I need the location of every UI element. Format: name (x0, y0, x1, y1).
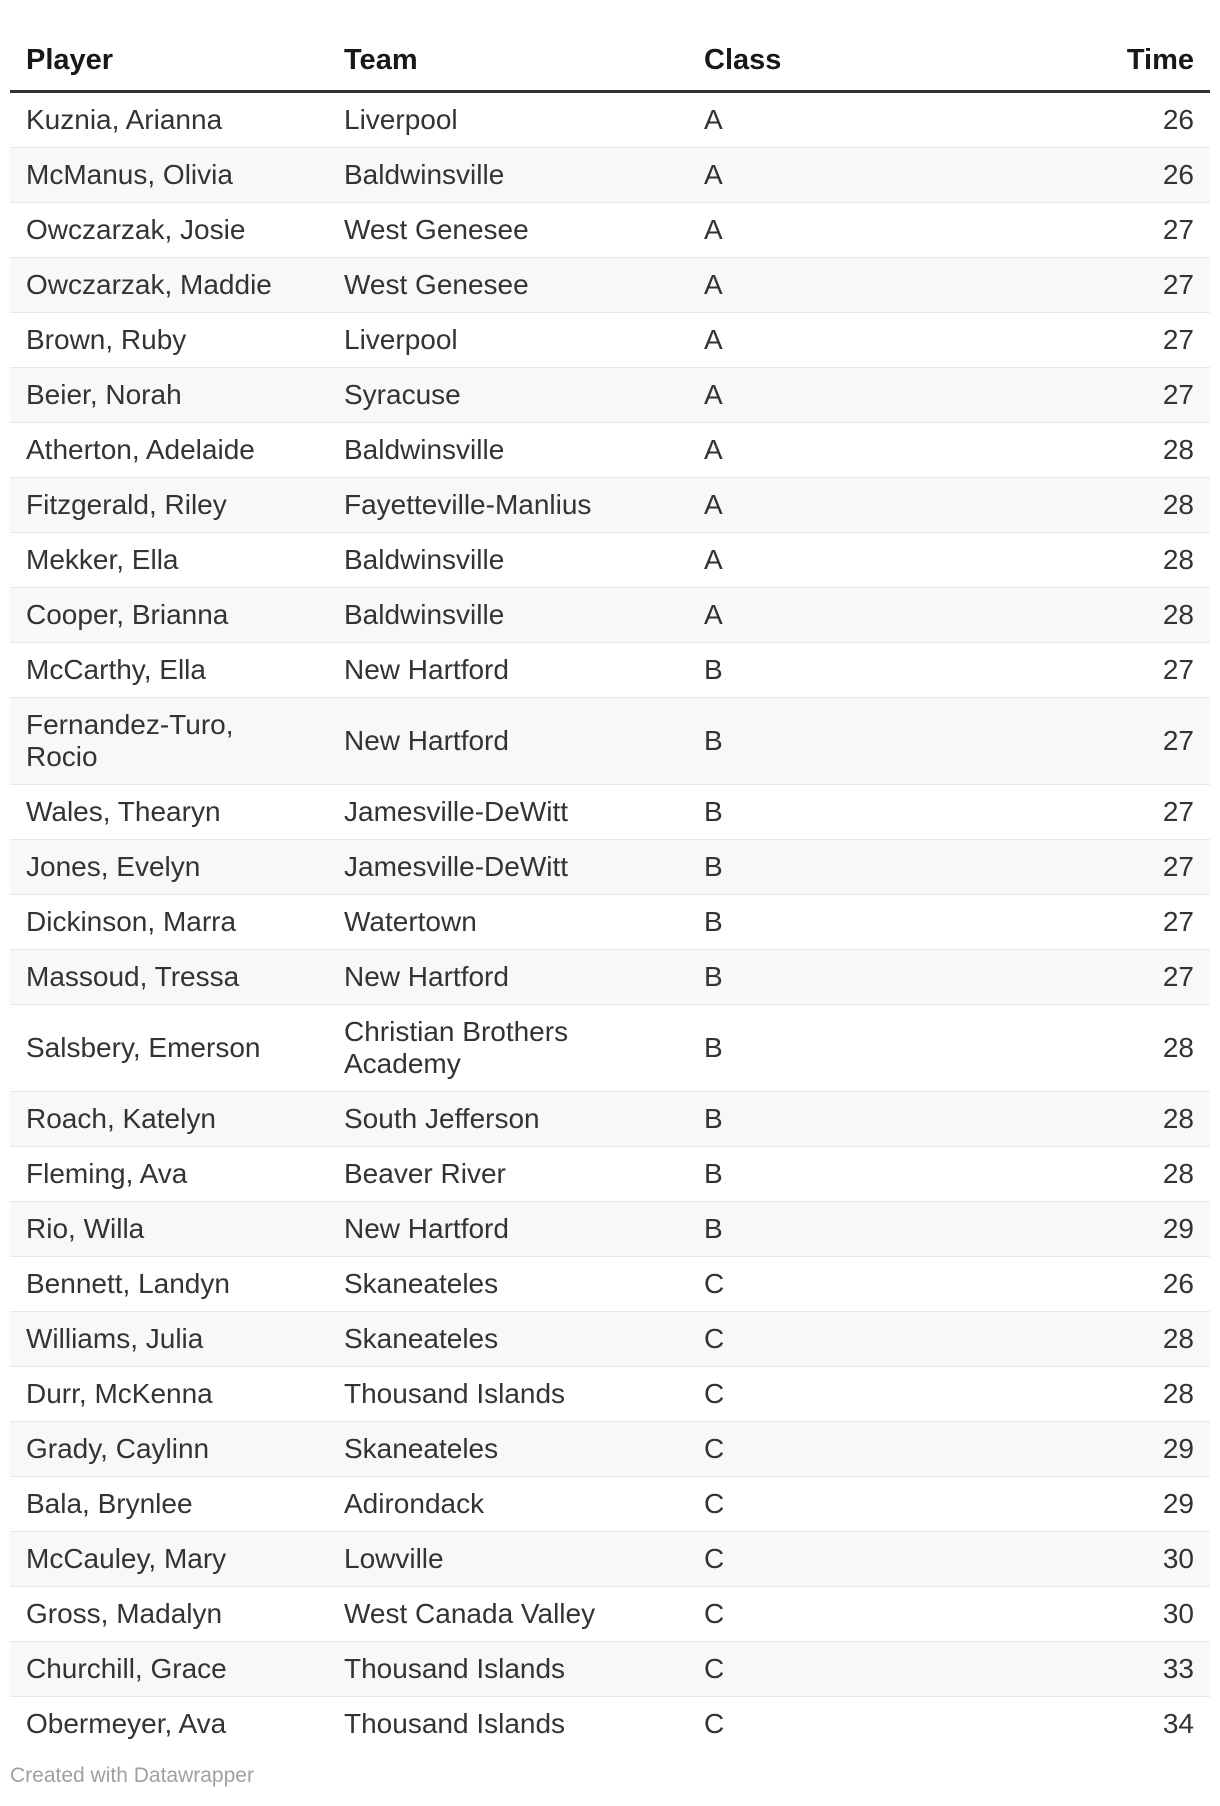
cell-class: C (688, 1532, 1048, 1587)
cell-player: Bennett, Landyn (10, 1257, 328, 1312)
cell-time: 29 (1048, 1422, 1210, 1477)
cell-class: B (688, 698, 1048, 785)
column-header-team[interactable]: Team (328, 16, 688, 92)
table-row (10, 1587, 1210, 1642)
cell-player: Jones, Evelyn (10, 840, 328, 895)
table-row (10, 1367, 1210, 1422)
cell-class: B (688, 1202, 1048, 1257)
cell-class: A (688, 423, 1048, 478)
cell-player: Owczarzak, Maddie (10, 258, 328, 313)
results-table (10, 16, 1210, 1751)
cell-class: C (688, 1642, 1048, 1697)
cell-player: Kuznia, Arianna (10, 92, 328, 148)
cell-player: McManus, Olivia (10, 148, 328, 203)
cell-class: C (688, 1422, 1048, 1477)
cell-time: 27 (1048, 785, 1210, 840)
table-row (10, 643, 1210, 698)
table-row (10, 1005, 1210, 1092)
cell-time: 26 (1048, 148, 1210, 203)
cell-team: Christian Brothers Academy (328, 1005, 688, 1092)
cell-team: South Jefferson (328, 1092, 688, 1147)
cell-player: Massoud, Tressa (10, 950, 328, 1005)
cell-player: Fernandez-Turo, Rocio (10, 698, 328, 785)
cell-time: 26 (1048, 92, 1210, 148)
cell-player: Churchill, Grace (10, 1642, 328, 1697)
cell-team: New Hartford (328, 643, 688, 698)
cell-time: 27 (1048, 950, 1210, 1005)
cell-player: Bala, Brynlee (10, 1477, 328, 1532)
cell-team: Skaneateles (328, 1422, 688, 1477)
cell-player: Durr, McKenna (10, 1367, 328, 1422)
cell-player: Brown, Ruby (10, 313, 328, 368)
cell-team: Baldwinsville (328, 588, 688, 643)
table-row (10, 1697, 1210, 1752)
table-row (10, 423, 1210, 478)
column-header-player[interactable]: Player (10, 16, 328, 92)
cell-class: A (688, 313, 1048, 368)
cell-player: McCauley, Mary (10, 1532, 328, 1587)
cell-time: 30 (1048, 1587, 1210, 1642)
table-body (10, 92, 1210, 1752)
cell-class: C (688, 1477, 1048, 1532)
cell-player: Roach, Katelyn (10, 1092, 328, 1147)
cell-class: A (688, 92, 1048, 148)
cell-class: B (688, 1005, 1048, 1092)
cell-team: Adirondack (328, 1477, 688, 1532)
cell-player: McCarthy, Ella (10, 643, 328, 698)
cell-team: Watertown (328, 895, 688, 950)
cell-class: B (688, 1092, 1048, 1147)
cell-time: 26 (1048, 1257, 1210, 1312)
cell-time: 28 (1048, 423, 1210, 478)
cell-team: West Genesee (328, 203, 688, 258)
cell-team: Lowville (328, 1532, 688, 1587)
cell-time: 34 (1162, 1708, 1194, 1739)
cell-player: Owczarzak, Josie (10, 203, 328, 258)
table-row (10, 1202, 1210, 1257)
cell-class: C (688, 1257, 1048, 1312)
table-row (10, 698, 1210, 785)
cell-class: C (688, 1367, 1048, 1422)
cell-time: 28 (1048, 1367, 1210, 1422)
table-row (10, 1477, 1210, 1532)
cell-player: Atherton, Adelaide (10, 423, 328, 478)
cell-player: Mekker, Ella (10, 533, 328, 588)
cell-team: Beaver River (328, 1147, 688, 1202)
cell-player: Fitzgerald, Riley (10, 478, 328, 533)
cell-time: 28 (1048, 1092, 1210, 1147)
table-row (10, 368, 1210, 423)
cell-time: 33 (1048, 1642, 1210, 1697)
cell-time: 29 (1048, 1477, 1210, 1532)
header-row (10, 16, 1210, 92)
table-row (10, 92, 1210, 148)
footer-credit: Created with Datawrapper (10, 1764, 254, 1787)
cell-team: Baldwinsville (328, 533, 688, 588)
cell-team: West Genesee (328, 258, 688, 313)
cell-team: New Hartford (328, 1202, 688, 1257)
cell-team: Liverpool (328, 313, 688, 368)
cell-time: 27 (1048, 203, 1210, 258)
cell-team: New Hartford (328, 698, 688, 785)
table-row (10, 478, 1210, 533)
table-row (10, 148, 1210, 203)
table-row (10, 313, 1210, 368)
cell-team: Thousand Islands (328, 1367, 688, 1422)
cell-player: Fleming, Ava (10, 1147, 328, 1202)
table-row (10, 203, 1210, 258)
cell-player: Beier, Norah (10, 368, 328, 423)
table-row (10, 840, 1210, 895)
table-row (10, 1532, 1210, 1587)
cell-class: A (688, 588, 1048, 643)
table-row (10, 785, 1210, 840)
cell-player: Cooper, Brianna (10, 588, 328, 643)
cell-team: Liverpool (328, 92, 688, 148)
cell-class: A (688, 203, 1048, 258)
cell-time: 27 (1048, 368, 1210, 423)
cell-team: Jamesville-DeWitt (328, 785, 688, 840)
cell-time: 27 (1048, 258, 1210, 313)
cell-player: Williams, Julia (10, 1312, 328, 1367)
table-row (10, 533, 1210, 588)
table-row (10, 895, 1210, 950)
cell-time: 27 (1048, 895, 1210, 950)
cell-time: 28 (1048, 1005, 1210, 1092)
cell-class: B (688, 840, 1048, 895)
cell-class: A (688, 533, 1048, 588)
table-row (10, 258, 1210, 313)
table-row (10, 1147, 1210, 1202)
cell-class: B (688, 895, 1048, 950)
table-row (10, 1257, 1210, 1312)
table-row (10, 950, 1210, 1005)
cell-time: 28 (1048, 1147, 1210, 1202)
table-row (10, 1312, 1210, 1367)
cell-team: Thousand Islands (344, 1708, 566, 1739)
cell-team: Jamesville-DeWitt (328, 840, 688, 895)
cell-team: Skaneateles (328, 1257, 688, 1312)
cell-time: 29 (1048, 1202, 1210, 1257)
column-header-time[interactable]: Time (1048, 16, 1210, 92)
cell-time: 28 (1048, 1312, 1210, 1367)
column-header-class[interactable]: Class (688, 16, 1048, 92)
cell-player: Wales, Thearyn (10, 785, 328, 840)
cell-time: 30 (1048, 1532, 1210, 1587)
table-header (10, 16, 1210, 92)
cell-team: Skaneateles (328, 1312, 688, 1367)
cell-team: Baldwinsville (328, 148, 688, 203)
cell-time: 28 (1048, 588, 1210, 643)
cell-player: Rio, Willa (10, 1202, 328, 1257)
cell-class: A (688, 148, 1048, 203)
table-row (10, 1092, 1210, 1147)
cell-team: Thousand Islands (328, 1642, 688, 1697)
cell-class: C (688, 1587, 1048, 1642)
cell-team: Fayetteville-Manlius (328, 478, 688, 533)
cell-player: Salsbery, Emerson (10, 1005, 328, 1092)
cell-class: B (688, 785, 1048, 840)
cell-time: 28 (1048, 478, 1210, 533)
cell-player: Gross, Madalyn (10, 1587, 328, 1642)
cell-time: 27 (1048, 840, 1210, 895)
cell-class: A (688, 258, 1048, 313)
table-row (10, 1642, 1210, 1697)
cell-class: B (688, 643, 1048, 698)
cell-time: 27 (1048, 698, 1210, 785)
cell-time: 28 (1048, 533, 1210, 588)
table-row (10, 588, 1210, 643)
cell-team: Syracuse (328, 368, 688, 423)
cell-class: B (688, 950, 1048, 1005)
table-row (10, 1422, 1210, 1477)
cell-team: Baldwinsville (328, 423, 688, 478)
cell-class: B (688, 1147, 1048, 1202)
cell-player: Grady, Caylinn (10, 1422, 328, 1477)
cell-team: New Hartford (328, 950, 688, 1005)
cell-class: A (688, 478, 1048, 533)
cell-time: 27 (1048, 643, 1210, 698)
cell-class: C (688, 1312, 1048, 1367)
cell-time: 27 (1048, 313, 1210, 368)
cell-team: West Canada Valley (328, 1587, 688, 1642)
cell-class: C (704, 1708, 725, 1739)
cell-class: A (688, 368, 1048, 423)
cell-player: Dickinson, Marra (10, 895, 328, 950)
cell-player: Obermeyer, Ava (26, 1708, 227, 1739)
